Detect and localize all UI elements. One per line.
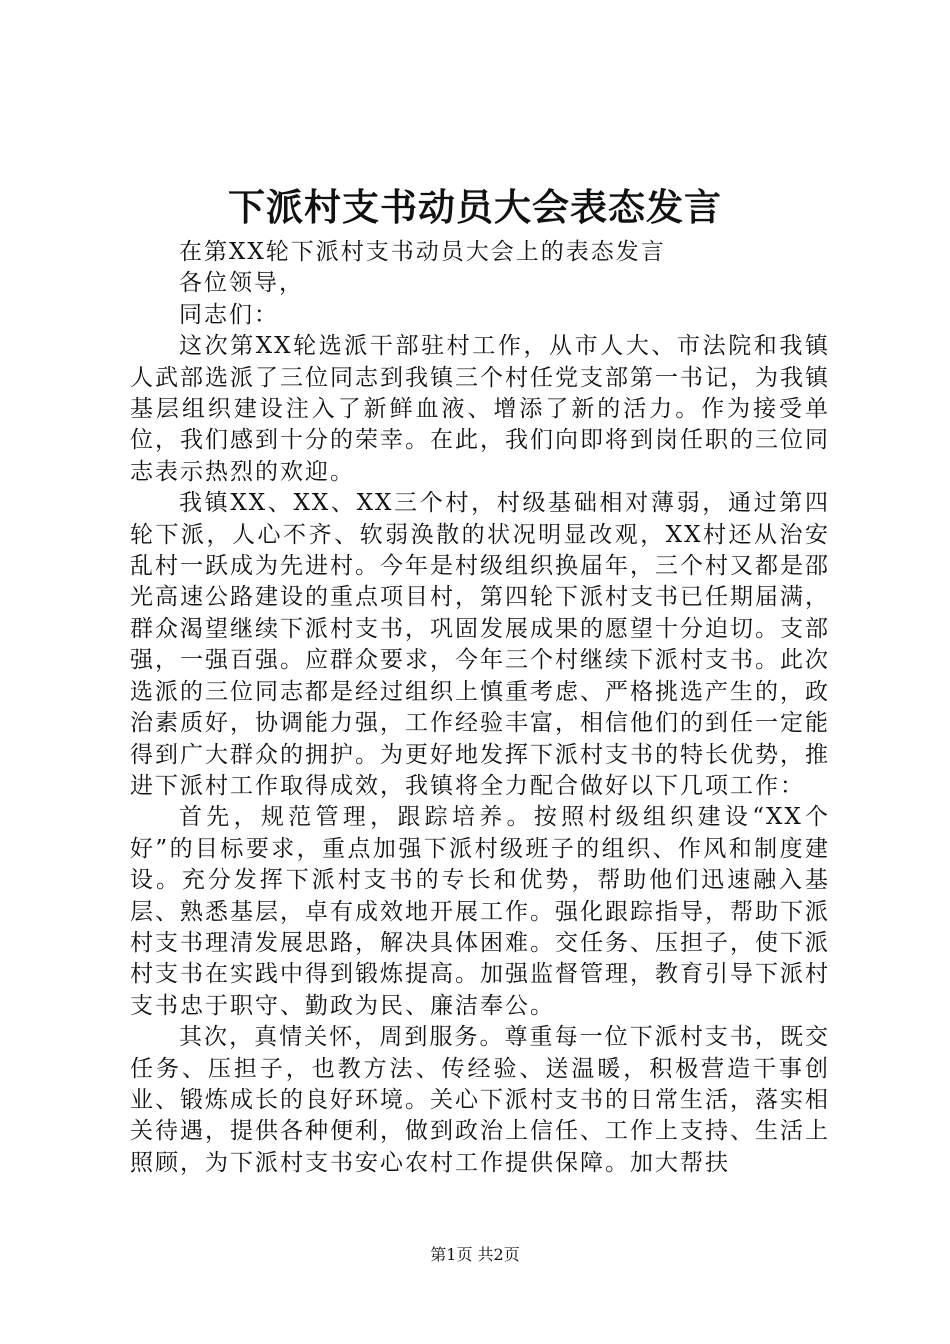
paragraph-background: 我镇XX、XX、XX三个村，村级基础相对薄弱，通过第四轮下派，人心不齐、软弱涣散的状况明显改观，XX村还从治安乱村一跃成为先进村。今年是村级组织换届年，三个村又都是邵光高速公路建设的重点项目村，第四轮下派村支书已任期届满，群众渴望继续下派村支书，巩固发展成果的愿望十分迫切。支部强，一强百强。应群众要求，今年三个村继续下派村支书。此次选派的三位同志都是经过组织上慎重考虑、严格挑选产生的，政治素质好，协调能力强，工作经验丰富，相信他们的到任一定能得到广大群众的拥护。为更好地发挥下派村支书的特长优势，推进下派村工作取得成效，我镇将全力配合做好以下几项工作： bbox=[130, 490, 830, 799]
document-title: 下派村支书动员大会表态发言 bbox=[228, 185, 722, 229]
document-body bbox=[130, 237, 830, 1179]
paragraph-first-measure: 首先，规范管理，跟踪培养。按照村级组织建设“XX个好”的目标要求，重点加强下派村级班子的组织、作风和制度建设。充分发挥下派村支书的专长和优势，帮助他们迅速融入基层、熟悉基层，卓有成效地开展工作。强化跟踪指导，帮助下派村支书理清发展思路，解决具体困难。交任务、压担子，使下派村支书在实践中得到锻炼提高。加强监督管理，教育引导下派村支书忠于职守、勤政为民、廉洁奉公。 bbox=[130, 804, 830, 1019]
salutation-comrades: 同志们： bbox=[179, 301, 279, 328]
paragraph-welcome: 这次第XX轮选派干部驻村工作，从市人大、市法院和我镇人武部选派了三位同志到我镇三个村任党支部第一书记，为我镇基层组织建设注入了新鲜血液、增添了新的活力。作为接受单位，我们感到十分的荣幸。在此，我们向即将到岗任职的三位同志表示热烈的欢迎。 bbox=[130, 333, 830, 485]
paragraph-second-measure: 其次，真情关怀，周到服务。尊重每一位下派村支书，既交任务、压担子，也教方法、传经验、送温暖，积极营造干事创业、锻炼成长的良好环境。关心下派村支书的日常生活，落实相关待遇，提供各种便利，做到政治上信任、工作上支持、生活上照顾，为下派村支书安心农村工作提供保障。加大帮扶 bbox=[130, 1024, 830, 1176]
page-number-footer: 第1页 共2页 bbox=[430, 1245, 520, 1264]
salutation-leaders: 各位领导， bbox=[179, 270, 304, 297]
subtitle-line: 在第XX轮下派村支书动员大会上的表态发言 bbox=[179, 239, 666, 265]
